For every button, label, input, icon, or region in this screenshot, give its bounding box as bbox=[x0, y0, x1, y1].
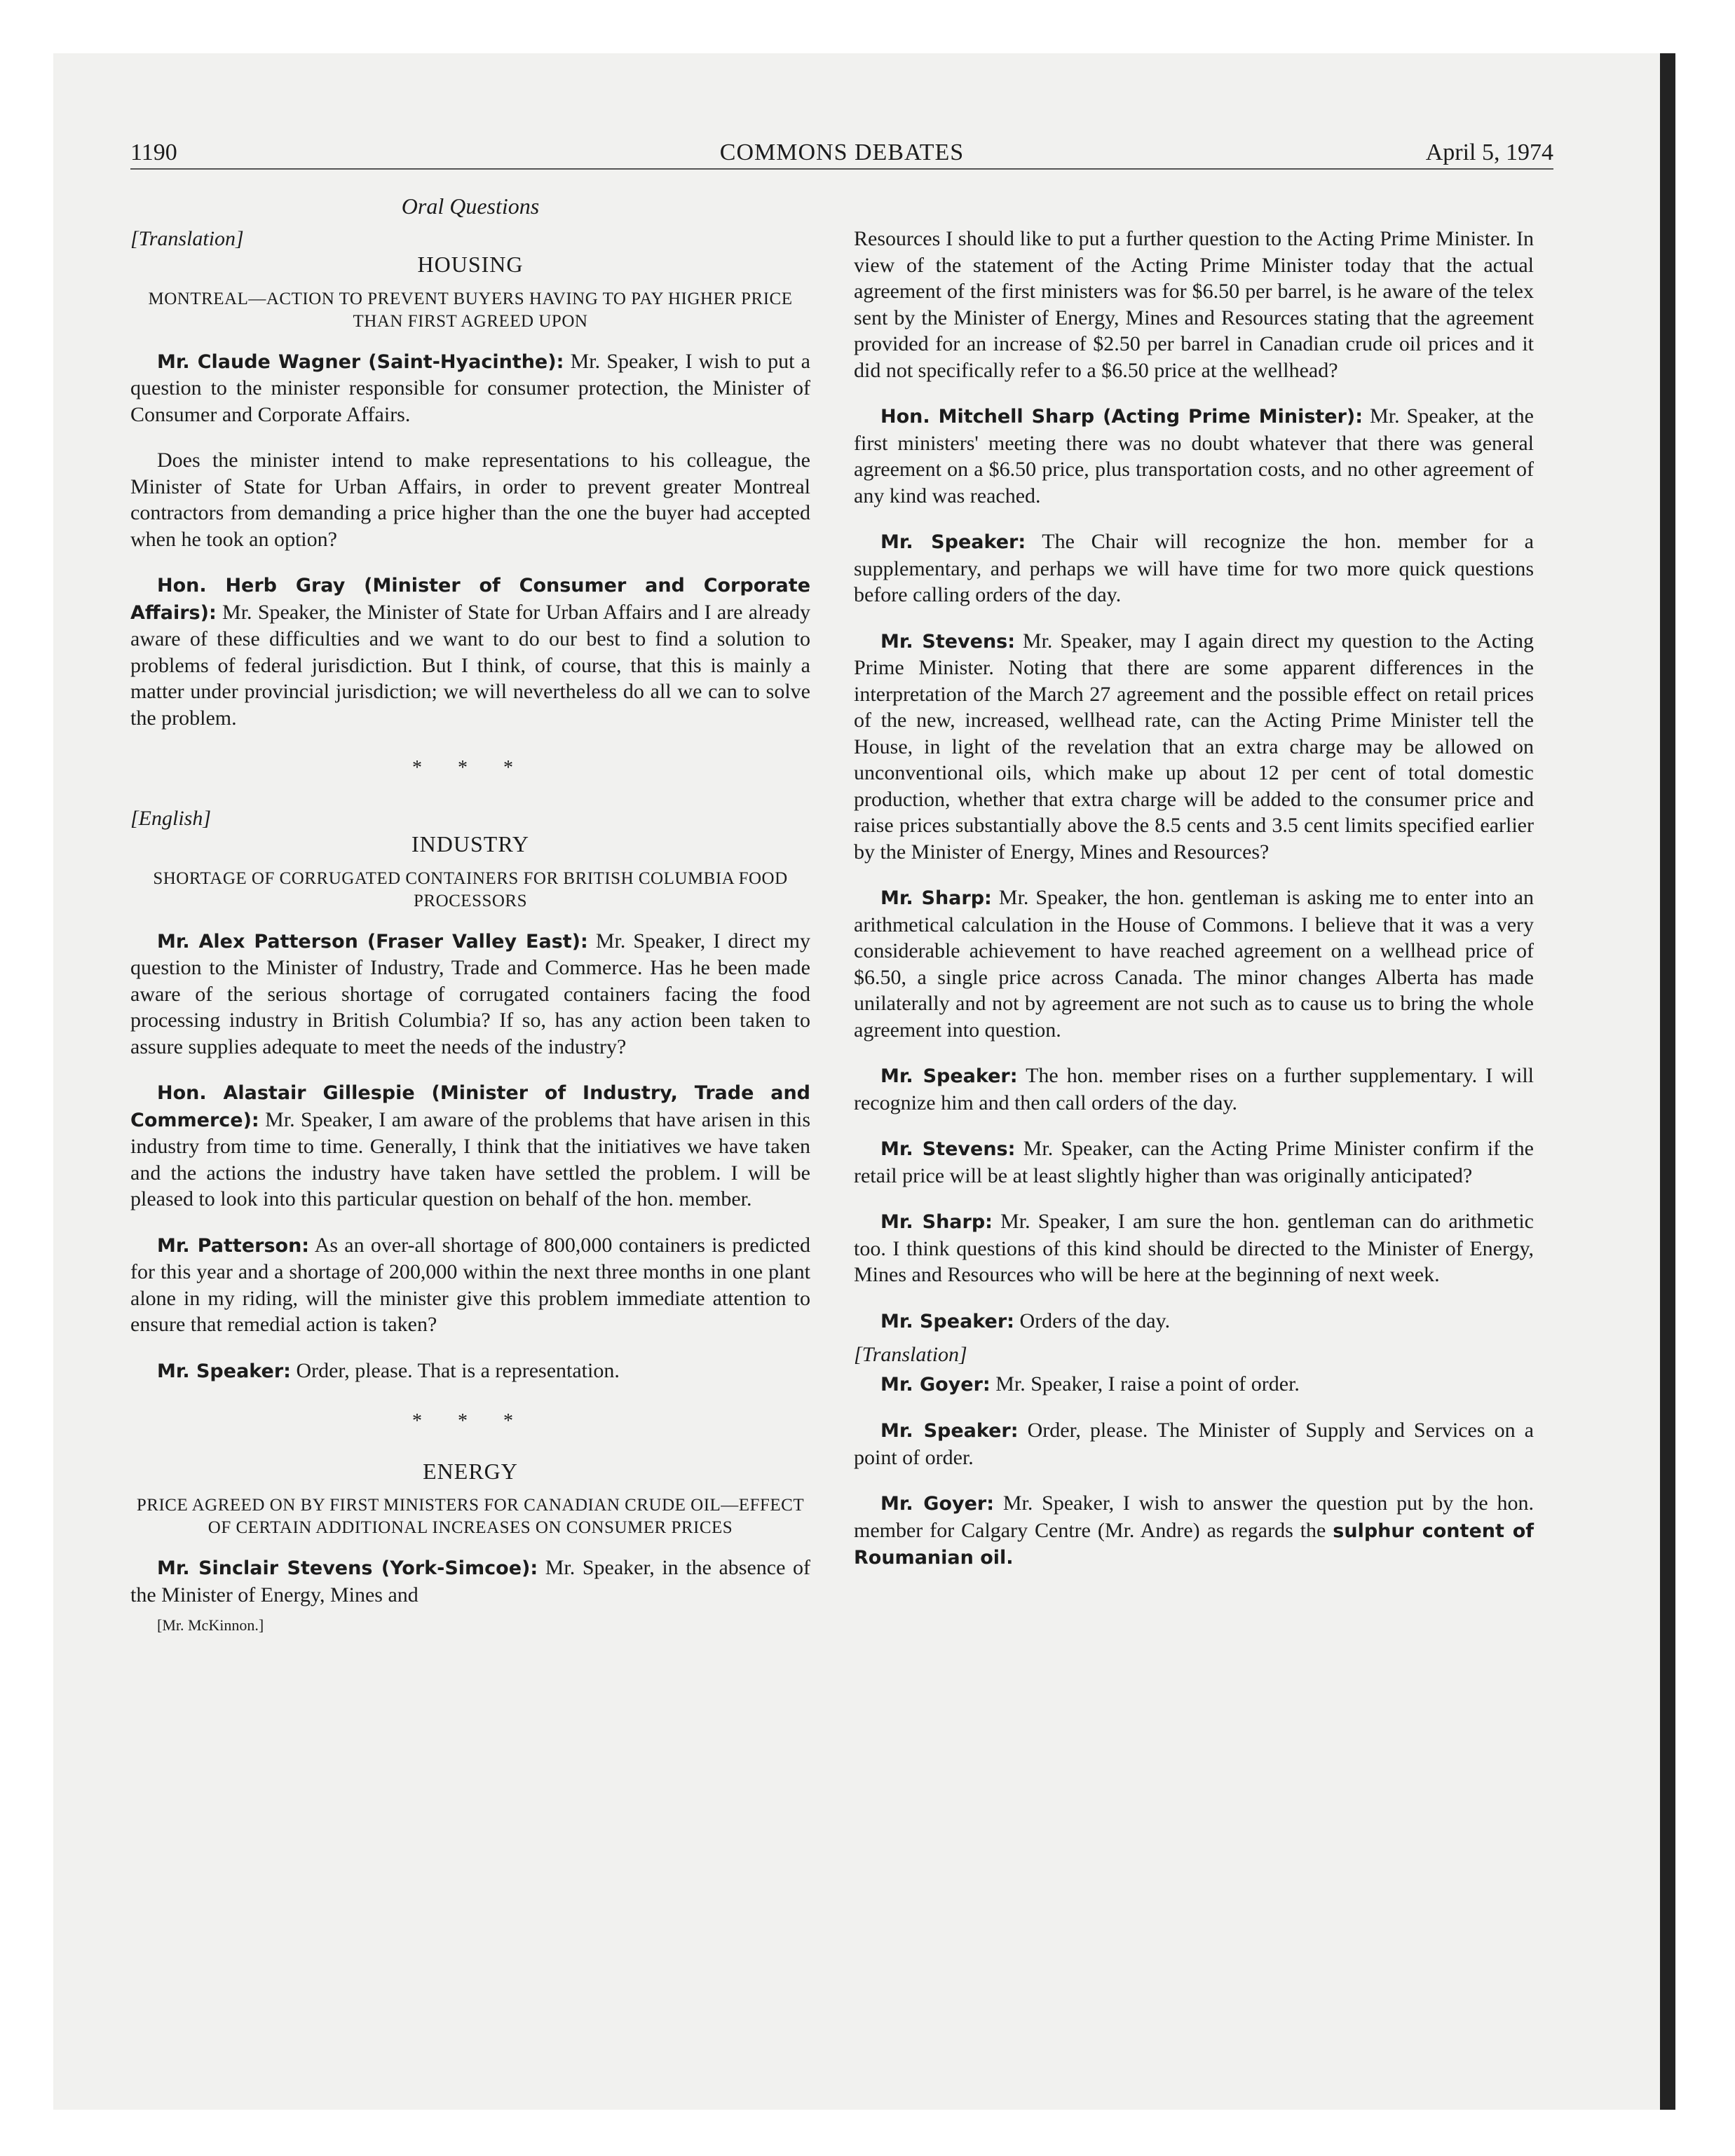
speech-text: Mr. Speaker, I am aware of the problems that have arisen in this industry from time to time. Generally, I think that the initiatives we have taken and the actions the industry have taken have settled the problem. I will be pleased to look into this particular question on behalf of the hon. member. bbox=[130, 1107, 810, 1210]
speech-paragraph bbox=[854, 403, 1534, 509]
speech-text: Mr. Speaker, in the absence of the Minister of Energy, Mines and bbox=[130, 1556, 810, 1606]
running-head bbox=[130, 137, 1553, 170]
speech-text: Mr. Speaker, may I again direct my question to the Acting Prime Minister. Noting that there are some apparent differences in the interpretation of the March 27 agreement and the possible effect on retail prices of the new, increased, wellhead rate, can the Acting Prime Minister tell the House, in light of the revelation that an extra charge may be allowed on unconventional oils, which make up about 12 per cent of total domestic production, whether that extra charge will be added to the consumer price and raise prices substantially above the 8.5 cents and 3.5 cent limits specified earlier by the Minister of Energy, Mines and Resources? bbox=[854, 629, 1534, 864]
speaker-name: Hon. Alastair Gillespie (Minister of Industry, Trade and Commerce): bbox=[130, 1082, 810, 1131]
subheading-energy: PRICE AGREED ON BY FIRST MINISTERS FOR CANADIAN CRUDE OIL—EFFECT OF CERTAIN ADDITIONAL INCREASES ON CONSUMER PRICES bbox=[136, 1496, 805, 1537]
speech-paragraph bbox=[130, 348, 810, 428]
page-number: 1190 bbox=[130, 139, 177, 165]
section-label: Oral Questions bbox=[401, 193, 540, 219]
section-separator: * * * bbox=[412, 1410, 529, 1432]
speech-text: Mr. Speaker, I am sure the hon. gentleman can do arithmetic too. I think questions of this kind should be directed to the Minister of Energy, Mines and Resources who will be here at the beginning of next week. bbox=[854, 1210, 1534, 1286]
speech-paragraph bbox=[130, 572, 810, 731]
speech-paragraph bbox=[130, 1555, 810, 1608]
speech-paragraph bbox=[130, 1358, 810, 1385]
speech-paragraph bbox=[854, 226, 1534, 383]
speech-text: Does the minister intend to make representations to his colleague, the Minister of State for Urban Affairs, in order to prevent greater Montreal contractors from demanding a price higher than the one the buyer had accepted when he took an option? bbox=[130, 449, 810, 551]
speech-paragraph bbox=[854, 1490, 1534, 1571]
translation-marker: [Translation] bbox=[854, 1343, 967, 1366]
publication-title: COMMONS DEBATES bbox=[719, 139, 965, 165]
speech-text: The Chair will recognize the hon. member for a supplementary, and perhaps we will have time for two more quick questions before calling orders of the day. bbox=[854, 530, 1535, 606]
speech-text: Mr. Speaker, can the Acting Prime Minister confirm if the retail price will be at least slightly higher than was originally anticipated? bbox=[854, 1137, 1534, 1187]
speech-text: The hon. member rises on a further supplementary. I will recognize him and then call orders of the day. bbox=[854, 1064, 1535, 1114]
speaker-name: Mr. Speaker: bbox=[880, 1310, 1014, 1332]
subheading-industry: SHORTAGE OF CORRUGATED CONTAINERS FOR BRITISH COLUMBIA FOOD PROCESSORS bbox=[153, 868, 788, 910]
english-marker: [English] bbox=[130, 806, 212, 830]
translation-marker: [Translation] bbox=[130, 226, 244, 250]
speech-text: Orders of the day. bbox=[1014, 1309, 1171, 1332]
speech-text: Mr. Speaker, at the first ministers' meeting there was no doubt whatever that there was general agreement on a $6.50 price, plus transportation costs, and no other agreement of any kind was reached. bbox=[854, 404, 1534, 507]
speech-paragraph bbox=[854, 1417, 1534, 1471]
speaker-name: Mr. Stevens: bbox=[880, 630, 1016, 653]
speaker-name: Mr. Alex Patterson (Fraser Valley East): bbox=[157, 930, 588, 953]
speech-paragraph bbox=[130, 1232, 810, 1338]
speaker-name: Hon. Mitchell Sharp (Acting Prime Minister): bbox=[880, 406, 1363, 428]
left-column bbox=[130, 193, 810, 1639]
speaker-name: Mr. Speaker: bbox=[880, 531, 1026, 553]
binding-edge bbox=[1660, 53, 1675, 2110]
speech-paragraph bbox=[130, 1079, 810, 1213]
speaker-name: Hon. Herb Gray (Minister of Consumer and Corporate Affairs): bbox=[130, 575, 810, 624]
speech-paragraph bbox=[854, 1135, 1534, 1189]
subject-heading-energy: ENERGY bbox=[423, 1458, 518, 1484]
speech-text: Mr. Speaker, I wish to answer the question put by the hon. member for Calgary Centre (Mr. Andre) as regards the bbox=[854, 1492, 1534, 1542]
speech-paragraph bbox=[130, 928, 810, 1060]
speaker-name: Mr. Claude Wagner (Saint-Hyacinthe): bbox=[157, 350, 564, 373]
speech-text-emphasis: sulphur content of Roumanian oil. bbox=[854, 1520, 1535, 1569]
speech-paragraph bbox=[130, 447, 810, 552]
speech-paragraph bbox=[854, 1063, 1534, 1116]
subject-heading-industry: INDUSTRY bbox=[411, 831, 529, 857]
speech-text: As an over-all shortage of 800,000 containers is predicted for this year and a shortage of 200,000 within the next three months in one plant alone in my riding, will the minister give this problem immediate attention to ensure that remedial action is taken? bbox=[130, 1233, 811, 1336]
speech-paragraph bbox=[854, 628, 1534, 866]
speech-text: Order, please. The Minister of Supply and Services on a point of order. bbox=[854, 1419, 1535, 1469]
speech-paragraph bbox=[854, 885, 1534, 1043]
right-column bbox=[854, 226, 1534, 1591]
speech-text: Mr. Speaker, I raise a point of order. bbox=[990, 1372, 1300, 1396]
section-separator: * * * bbox=[412, 757, 529, 779]
speech-text: Mr. Speaker, I direct my question to the Minister of Industry, Trade and Commerce. Has he been made aware of the serious shortage of corrugated containers facing the food processing industry in British Columbia? If so, has any action been taken to assure supplies adequate to meet the needs of the industry? bbox=[130, 929, 810, 1058]
speaker-name: Mr. Goyer: bbox=[880, 1373, 991, 1396]
speech-text: Resources I should like to put a further question to the Acting Prime Minister. In view of the statement of the Acting Prime Minister today that the actual agreement of the first ministers was for $6.50 per barrel, is he aware of the telex sent by the Minister of Energy, Mines and Resources stating that the agreement provided for an increase of $2.50 per barrel in Canadian crude oil prices and it did not specifically refer to a $6.50 price at the wellhead? bbox=[854, 227, 1534, 382]
speaker-name: Mr. Sharp: bbox=[880, 1211, 993, 1233]
speech-text: Mr. Speaker, I wish to put a question to the minister responsible for consumer protection, the Minister of Consumer and Corporate Affairs. bbox=[130, 349, 810, 426]
speech-paragraph bbox=[854, 1371, 1534, 1398]
speech-text: Mr. Speaker, the hon. gentleman is asking me to enter into an arithmetical calculation in the House of Commons. I believe that it was a very considerable achievement to have reached agreement on a wellhead price of $6.50, a single price across Canada. The minor changes Alberta has made unilaterally and not by agreement are not such as to cause us to bring the whole agreement into question. bbox=[854, 886, 1534, 1042]
subject-heading-housing: HOUSING bbox=[417, 252, 524, 277]
speech-paragraph bbox=[854, 1208, 1534, 1288]
page-date: April 5, 1974 bbox=[1425, 139, 1553, 165]
footer-speaker-note: [Mr. McKinnon.] bbox=[157, 1616, 264, 1634]
speaker-name: Mr. Patterson: bbox=[157, 1234, 310, 1257]
speaker-name: Mr. Stevens: bbox=[880, 1138, 1016, 1160]
speech-paragraph bbox=[854, 1308, 1534, 1335]
speaker-name: Mr. Speaker: bbox=[880, 1420, 1019, 1442]
speaker-name: Mr. Speaker: bbox=[880, 1065, 1018, 1087]
speech-paragraph bbox=[854, 528, 1534, 608]
speaker-name: Mr. Speaker: bbox=[157, 1360, 291, 1382]
speech-text: Mr. Speaker, the Minister of State for Urban Affairs and I are already aware of these difficulties and we want to do our best to find a solution to problems of federal jurisdiction. But I think, of course, that this is mainly a matter under provincial jurisdiction; we will nevertheless do all we can to solve the problem. bbox=[130, 600, 810, 730]
speaker-name: Mr. Goyer: bbox=[880, 1493, 995, 1515]
speaker-name: Mr. Sinclair Stevens (York-Simcoe): bbox=[157, 1557, 538, 1579]
speech-text: Order, please. That is a representation. bbox=[290, 1358, 620, 1382]
subheading-housing: MONTREAL—ACTION TO PREVENT BUYERS HAVING TO PAY HIGHER PRICE THAN FIRST AGREED UPON bbox=[148, 289, 793, 331]
speaker-name: Mr. Sharp: bbox=[880, 887, 992, 909]
